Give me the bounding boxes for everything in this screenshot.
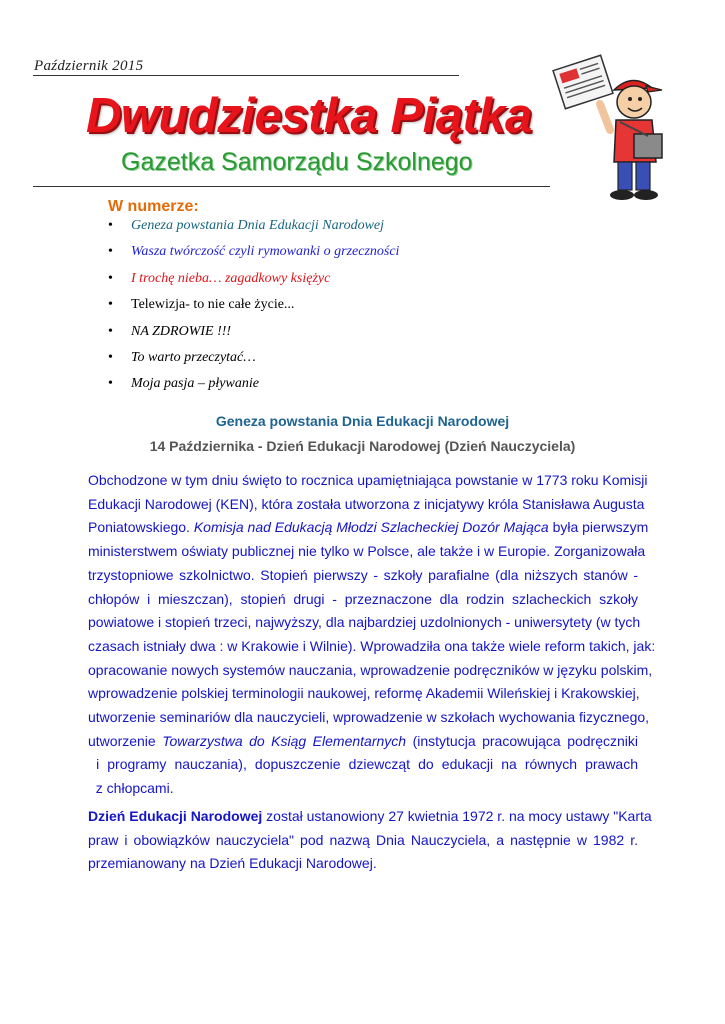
- text-line: Obchodzone w tym dniu święto to rocznica upamiętniająca powstanie w 1773 roku Komisji: [88, 472, 648, 488]
- article-subtitle: 14 Października - Dzień Edukacji Narodowej (Dzień Nauczyciela): [149, 438, 576, 454]
- text-line: przemianowany na Dzień Edukacji Narodowej.: [88, 855, 377, 872]
- masthead-divider: [33, 186, 550, 187]
- bullet-icon: •: [108, 244, 113, 260]
- text-line: utworzenie Towarzystwa do Ksiąg Elementarnych (instytucja pracowująca podręczniki: [88, 732, 639, 749]
- table-of-contents: [108, 216, 399, 401]
- text-line: wprowadzenie polskiej terminologii naukowej, reformę Akademii Wileńskiej i Krakowskiej,: [88, 685, 640, 702]
- article-paragraph: [88, 469, 656, 801]
- newspaper-boy-illustration: [548, 52, 678, 204]
- text-line: Poniatowskiego. Komisja nad Edukacją Młodzi Szlacheckiej Dozór Mająca była pierwszym: [88, 519, 649, 536]
- text-line: i programy nauczania), dopuszczenie dziewcząt do edukacji na równych prawach: [88, 756, 638, 773]
- text-line: utworzenie seminariów dla nauczycieli, wprowadzenie w szkołach wychowania fizycznego,: [88, 709, 650, 726]
- masthead-title: Dwudziestka Piątka: [86, 89, 532, 143]
- italic-phrase: Towarzystwa do Ksiąg Elementarnych: [162, 732, 407, 749]
- bullet-icon: •: [108, 270, 113, 286]
- bullet-icon: •: [108, 376, 113, 392]
- text-line: powiatowe i stopień trzeci, najwyższy, dla najbardziej uzdolnionych - uniwersytety (w tych: [88, 614, 641, 631]
- text-line: chłopów i mieszczan), stopień drugi - przeznaczone dla rodzin szlacheckich szkoły: [88, 590, 638, 607]
- text-line: opracowanie nowych systemów nauczania, wprowadzenie podręczników w języku polskim,: [88, 661, 653, 678]
- text-line: praw i obowiązków nauczyciela" pod nazwą Dnia Nauczyciela, a następnie w 1982 r.: [88, 831, 638, 848]
- issue-date: Październik 2015: [34, 58, 144, 74]
- italic-phrase: Komisja nad Edukacją Młodzi Szlacheckiej Dozór Mająca: [193, 519, 549, 536]
- bullet-icon: •: [108, 297, 113, 313]
- toc-item: • Telewizja- to nie całe życie...: [108, 295, 399, 321]
- bullet-icon: •: [108, 323, 113, 339]
- date-divider: [33, 75, 459, 76]
- toc-item: • Moja pasja – pływanie: [108, 374, 399, 400]
- masthead-subtitle: Gazetka Samorządu Szkolnego: [121, 148, 473, 176]
- toc-item: • I trochę nieba… zagadkowy księżyc: [108, 269, 399, 295]
- text-line: z chłopcami.: [88, 780, 174, 797]
- bullet-icon: •: [108, 349, 113, 365]
- toc-item: • To warto przeczytać…: [108, 348, 399, 374]
- text-line: trzystopniowe szkolnictwo. Stopień pierwszy - szkoły parafialne (dla niższych stanów -: [88, 566, 638, 583]
- bullet-icon: •: [108, 218, 113, 233]
- article-paragraph: [88, 805, 652, 876]
- text-line: ministerstwem oświaty publicznej nie tylko w Polsce, ale także i w Europie. Zorganizowała: [88, 543, 646, 560]
- toc-item: • Geneza powstania Dnia Edukacji Narodowej: [108, 216, 399, 242]
- bold-phrase: Dzień Edukacji Narodowej: [88, 808, 263, 824]
- toc-item: • NA ZDROWIE !!!: [108, 322, 399, 348]
- toc-item: • Wasza twórczość czyli rymowanki o grzeczności: [108, 242, 399, 268]
- text-line: Dzień Edukacji Narodowej został ustanowiony 27 kwietnia 1972 r. na mocy ustawy "Karta: [88, 808, 652, 824]
- text-line: Edukacji Narodowej (KEN), która została utworzona z inicjatywy króla Stanisława Augusta: [88, 495, 645, 512]
- toc-heading: W numerze:: [108, 198, 199, 215]
- text-line: czasach istniały dwa : w Krakowie i Wilnie). Wprowadziła ona także wiele reform takich, jak:: [88, 637, 656, 654]
- article-title: Geneza powstania Dnia Edukacji Narodowej: [215, 413, 510, 429]
